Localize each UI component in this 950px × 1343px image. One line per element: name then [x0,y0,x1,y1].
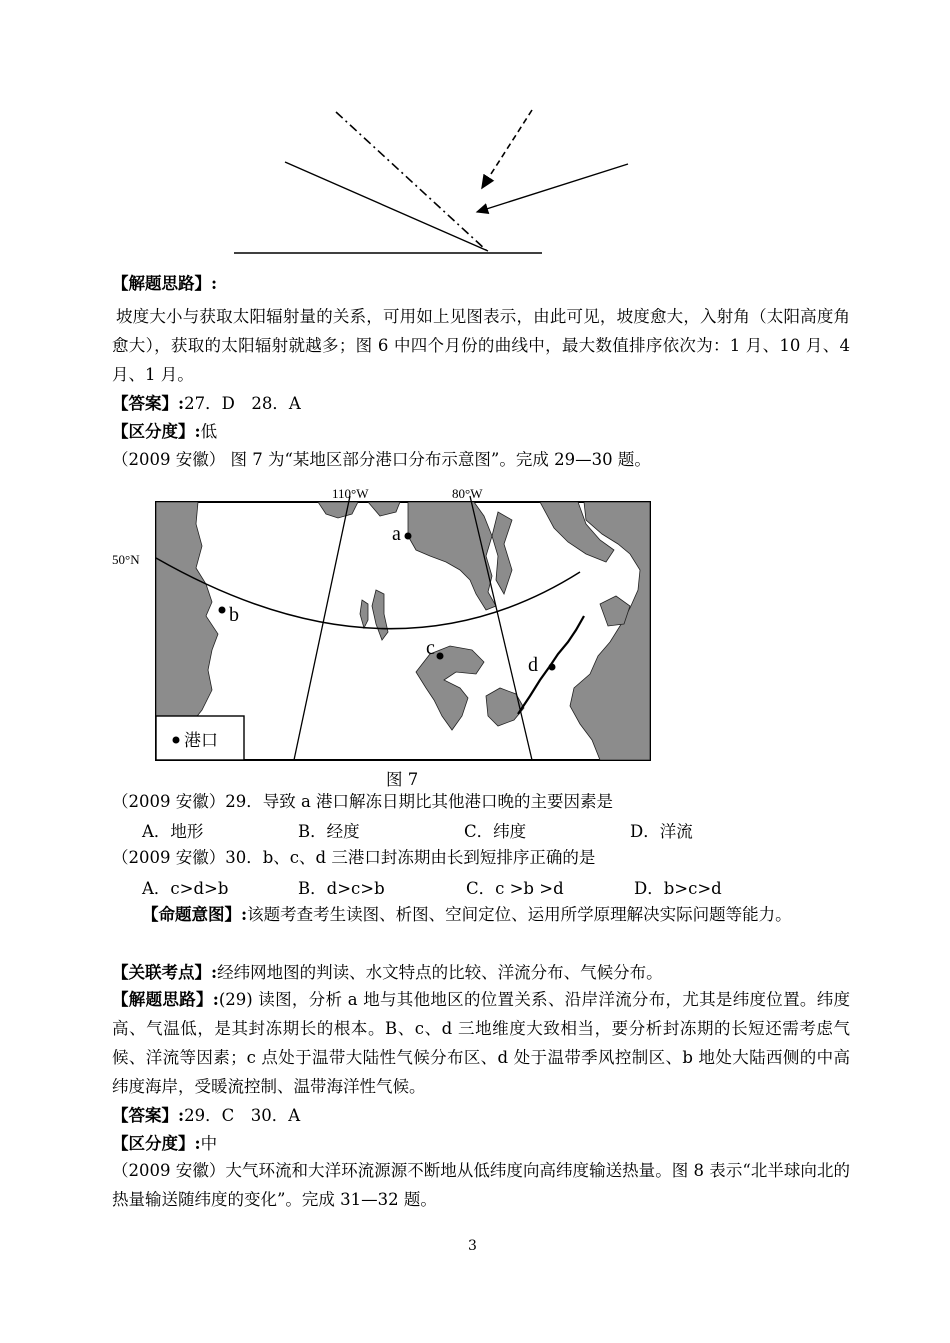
meridian-110w-label: 110°W [332,486,369,501]
port-b-marker [219,607,226,614]
dash-dot-ray [336,112,486,250]
q29-stem: （2009 安徽）29．导致 a 港口解冻日期比其他港口晚的主要因素是 [112,792,614,811]
port-a-label: a [392,523,401,545]
difficulty1: 【区分度】:低 [112,422,218,441]
topics: 【关联考点】:经纬网地图的判读、水文特点的比较、洋流分布、气候分布。 [112,963,663,982]
slope-line [285,162,488,251]
q30-option-c: C．c >b >d [466,879,564,898]
intent: 【命题意图】:该题考查考生读图、析图、空间定位、运用所学原理解决实际问题等能力。 [142,905,792,924]
port-map [100,484,660,784]
analysis1-label: 【解题思路】: [112,274,218,293]
question-intro-31-32: （2009 安徽）大气环流和大洋环流源源不断地从低纬度向高纬度输送热量。图 8 表示“北半球向北的热量输送随纬度的变化”。完成 31—32 题。 [112,1161,850,1209]
q29-option-b: B．经度 [298,822,360,841]
slope-incidence-diagram [230,100,650,260]
q29-option-a: A．地形 [142,822,204,841]
port-b-label: b [229,604,239,626]
port-a-marker [405,533,412,540]
difficulty2: 【区分度】:中 [112,1134,218,1153]
dashed-ray-arrow [482,110,532,188]
q30-stem: （2009 安徽）30．b、c、d 三港口封冻期由长到短排序正确的是 [112,848,596,867]
q29-option-c: C．纬度 [464,822,527,841]
port-c-marker [437,653,444,660]
legend-port-label: 港口 [184,731,218,750]
analysis2: 【解题思路】:(29) 读图，分析 a 地与其他地区的位置关系、沿岸洋流分布，尤其是纬度位置。纬度高、气温低，是其封冻期长的根本。B、c、d 三地维度大致相当，要分析封冻期的长短还需考虑气候、洋流等因素；c 点处于温带大陆性气候分布区、d 处于温带季风控制区、b 地处大陆西侧的中高纬度海岸，受暖流控制、温带海洋性气候。 [112,990,850,1096]
q29-option-d: D．洋流 [630,822,693,841]
q30-option-b: B．d>c>b [298,879,385,898]
answer1: 【答案】:27．D 28．A [112,394,301,413]
solid-ray-arrow [477,164,628,212]
figure-7-caption: 图 7 [386,770,419,789]
port-d-label: d [528,654,538,676]
question-intro-29-30: （2009 安徽） 图 7 为“某地区部分港口分布示意图”。完成 29—30 题。 [112,450,651,469]
analysis1-text: 坡度大小与获取太阳辐射量的关系，可用如上见图表示，由此可见，坡度愈大，入射角（太阳高度角愈大），获取的太阳辐射就越多；图 6 中四个月份的曲线中，最大数值排序依次为：1 月、10 月、4 月、1 月。 [112,307,850,384]
q30-option-d: D．b>c>d [634,879,722,898]
port-c-label: c [426,637,435,659]
parallel-50n-label: 50°N [112,552,140,567]
page-number: 3 [468,1238,477,1254]
meridian-80w-label: 80°W [452,486,483,501]
port-d-marker [549,664,556,671]
answer2: 【答案】:29．C 30．A [112,1106,301,1125]
q30-option-a: A．c>d>b [142,879,229,898]
legend-port-marker [173,737,180,744]
